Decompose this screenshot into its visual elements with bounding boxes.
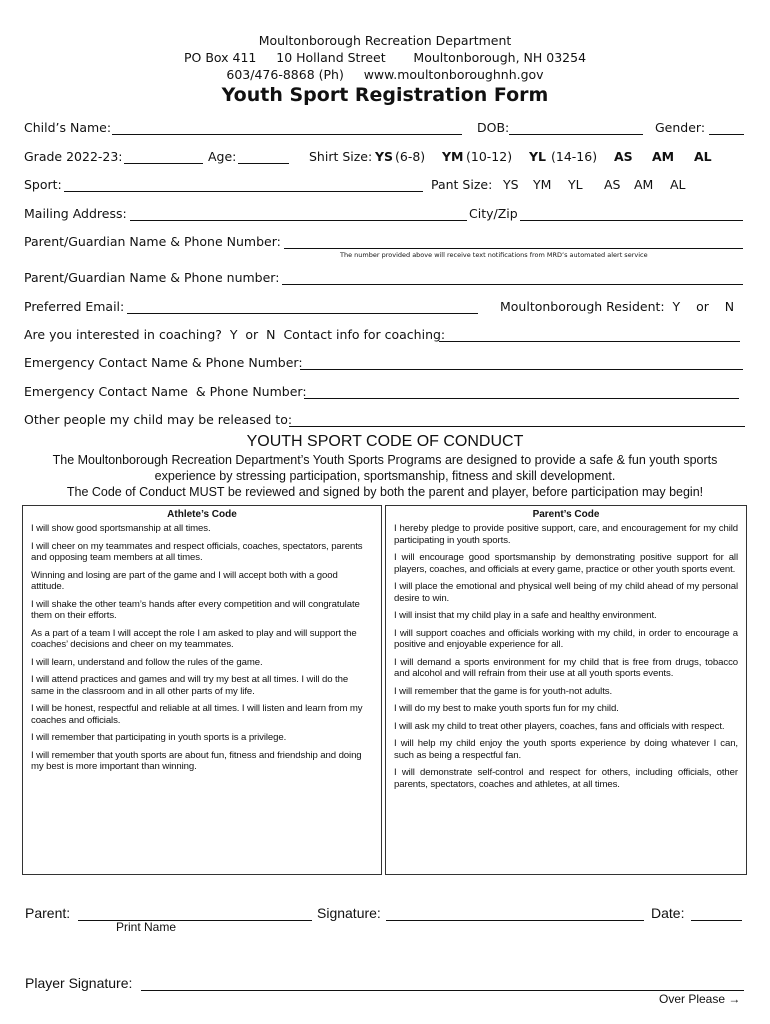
athlete-code-box <box>22 505 382 875</box>
emergency1-field[interactable] <box>300 369 743 370</box>
resident-question[interactable]: Moultonborough Resident: Y or N <box>500 299 735 314</box>
age-label: Age: <box>208 149 237 164</box>
parent-signature-field[interactable] <box>386 920 644 921</box>
pant-ym-option[interactable]: YM <box>533 177 552 192</box>
code-item: I will show good sportsmanship at all times. <box>31 523 211 534</box>
code-item: I will help my child enjoy the youth sports experience by doing whatever I can, such as being a respectful fan. <box>394 738 738 761</box>
dob-label: DOB: <box>477 120 510 135</box>
pant-size-label: Pant Size: <box>431 177 493 192</box>
shirt-as-option[interactable]: AS <box>614 149 633 164</box>
sport-label: Sport: <box>24 177 62 192</box>
dob-field[interactable] <box>509 134 643 135</box>
pant-al-option[interactable]: AL <box>670 177 686 192</box>
code-item: I will remember that youth sports are about fun, fitness and friendship and doing my best is more important than winning. <box>31 749 362 772</box>
org-name: Moultonborough Recreation Department <box>258 33 512 48</box>
coaching-label: Are you interested in coaching? Y or N Contact info for coaching: <box>24 327 446 342</box>
code-item: I will encourage good sportsmanship by demonstrating positive support for all players, coaches, and officials at every game, practice or other youth sports event. <box>394 552 738 575</box>
player-signature-label: Player Signature: <box>25 975 133 991</box>
code-item: I will demand a sports environment for my child that is free from drugs, tobacco and alcohol and will refrain from their use at all youth sports events. <box>394 656 738 679</box>
parent-label: Parent: <box>25 905 71 921</box>
gender-label: Gender: <box>655 120 706 135</box>
conduct-title: YOUTH SPORT CODE OF CONDUCT <box>246 433 524 450</box>
guardian1-field[interactable] <box>284 248 743 249</box>
date-label: Date: <box>651 905 685 921</box>
code-item: I will remember that the game is for youth-not adults. <box>394 685 613 697</box>
code-item: I will do my best to make youth sports fun for my child. <box>394 703 619 714</box>
conduct-line1: The Moultonborough Recreation Department’s Youth Sports Programs are designed to provide a safe & fun youth sports <box>52 453 718 467</box>
city-zip-label: City/Zip <box>469 206 518 221</box>
released-label: Other people my child may be released to: <box>24 412 293 427</box>
date-field[interactable] <box>691 920 742 921</box>
parent-code-box <box>385 505 747 875</box>
code-item: I hereby pledge to provide positive support, care, and encouragement for my child participating in youth sports. <box>394 523 738 546</box>
shirt-ym-range: (10-12) <box>466 149 513 164</box>
released-field[interactable] <box>289 426 745 427</box>
code-item: I will attend practices and games and will try my best at all times. I will do the same in the classroom and in all other parts of my life. <box>31 674 349 697</box>
parent-print-name-field[interactable] <box>78 920 312 921</box>
gender-field[interactable] <box>709 134 744 135</box>
org-contact: 603/476-8868 (Ph) www.moultonboroughnh.gov <box>226 67 544 82</box>
email-field[interactable] <box>127 313 478 314</box>
shirt-am-option[interactable]: AM <box>652 149 675 164</box>
child-name-label: Child’s Name: <box>24 120 112 135</box>
guardian1-label: Parent/Guardian Name & Phone Number: <box>24 234 281 249</box>
parent-code-heading: Parent’s Code <box>532 509 600 520</box>
emergency1-label: Emergency Contact Name & Phone Number: <box>24 355 303 370</box>
signature-label: Signature: <box>317 905 381 921</box>
code-item: I will demonstrate self-control and respect for others, including officials, other parents, spectators, coaches and athletes, at all times. <box>394 767 738 790</box>
grade-field[interactable] <box>124 163 203 164</box>
code-item: I will insist that my child play in a safe and healthy environment. <box>394 610 657 621</box>
pant-as-option[interactable]: AS <box>604 177 621 192</box>
conduct-line3: The Code of Conduct MUST be reviewed and signed by both the parent and player, before participation may begin! <box>66 485 704 499</box>
mailing-field[interactable] <box>130 220 467 221</box>
shirt-ys-range: (6-8) <box>395 149 426 164</box>
athlete-code-heading: Athlete’s Code <box>167 509 237 520</box>
code-item: I will remember that participating in youth sports is a privilege. <box>31 732 287 743</box>
code-item: I will cheer on my teammates and respect officials, coaches, spectators, parents and opposing team members at all times. <box>31 540 363 563</box>
guardian2-label: Parent/Guardian Name & Phone number: <box>24 270 280 285</box>
email-label: Preferred Email: <box>24 299 125 314</box>
code-item: I will shake the other team’s hands after every competition and will congratulate them on their efforts. <box>31 598 360 621</box>
org-address: PO Box 411 10 Holland Street Moultonborough, NH 03254 <box>183 50 587 65</box>
code-item: I will be honest, respectful and reliable at all times. I will listen and learn from my coaches and officials. <box>31 703 363 726</box>
shirt-al-option[interactable]: AL <box>694 149 712 164</box>
emergency2-field[interactable] <box>304 398 739 399</box>
coaching-field[interactable] <box>439 341 740 342</box>
emergency2-label: Emergency Contact Name & Phone Number: <box>24 384 307 399</box>
code-item: Winning and losing are part of the game and I will accept both with a good attitude. <box>31 569 338 592</box>
shirt-size-label: Shirt Size: <box>309 149 373 164</box>
shirt-ym-option[interactable]: YM <box>442 149 464 164</box>
code-item: I will place the emotional and physical well being of my child ahead of my personal desire to win. <box>394 581 738 604</box>
code-item: I will ask my child to treat other players, coaches, fans and officials with respect. <box>394 720 725 732</box>
child-name-field[interactable] <box>112 134 462 135</box>
player-signature-field[interactable] <box>141 990 744 991</box>
shirt-yl-option[interactable]: YL <box>529 149 547 164</box>
guardian2-field[interactable] <box>282 284 743 285</box>
pant-am-option[interactable]: AM <box>634 177 654 192</box>
over-please-note: Over Please → <box>659 992 741 1006</box>
grade-label: Grade 2022-23: <box>24 149 123 164</box>
pant-yl-option[interactable]: YL <box>568 177 583 192</box>
page-title: Youth Sport Registration Form <box>221 84 549 106</box>
print-name-caption: Print Name <box>116 920 177 934</box>
conduct-line2: experience by stressing participation, sportsmanship, fitness and skill development. <box>154 469 616 483</box>
parent-code-list <box>386 520 746 790</box>
pant-ys-option[interactable]: YS <box>503 177 519 192</box>
code-item: I will support coaches and officials working with my child, in order to encourage a positive and enjoyable experience for all. <box>394 627 738 650</box>
code-item: As a part of a team I will accept the role I am asked to play and will support the coaches’ decisions and cheer on my teammates. <box>31 627 357 650</box>
age-field[interactable] <box>238 163 289 164</box>
shirt-ys-option[interactable]: YS <box>375 149 394 164</box>
shirt-yl-range: (14-16) <box>551 149 598 164</box>
mailing-label: Mailing Address: <box>24 206 127 221</box>
guardian-note: The number provided above will receive text notifications from MRD’s automated alert service <box>340 251 648 259</box>
athlete-code-list <box>23 520 381 773</box>
sport-field[interactable] <box>64 191 423 192</box>
city-zip-field[interactable] <box>520 220 743 221</box>
code-item: I will learn, understand and follow the rules of the game. <box>31 656 263 668</box>
